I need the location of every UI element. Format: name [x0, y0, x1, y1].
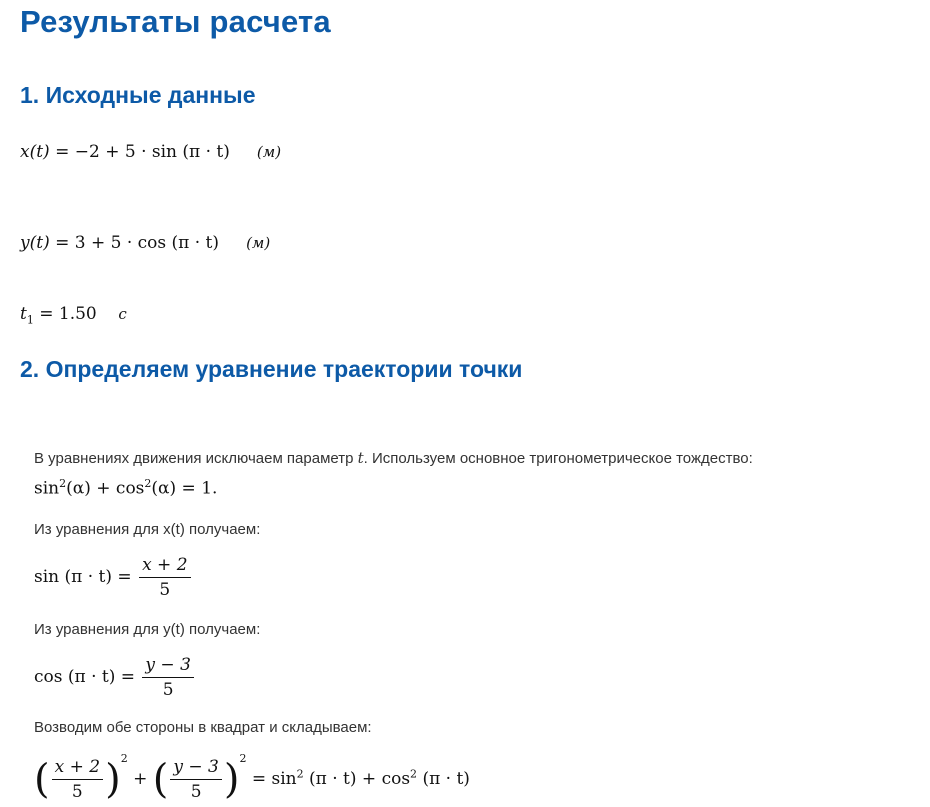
intro-param: t [357, 449, 364, 467]
x-equation [20, 142, 281, 162]
intro-text [34, 449, 753, 467]
trig-identity [34, 477, 217, 499]
sum-plus: + [133, 769, 148, 789]
t1-subscript: 1 [26, 313, 34, 327]
square-text: Возводим обе стороны в квадрат и складываем: [34, 719, 372, 736]
sin-equation-lhs: sin (π · t) = [34, 567, 132, 587]
x-equation-lhs: x(t) [20, 142, 50, 162]
sum-rhs-b: (π · t) + cos [309, 769, 411, 789]
y-equation-lhs: y(t) [20, 233, 50, 253]
sin-equation [34, 555, 193, 600]
cos-equation-fraction [142, 655, 193, 700]
sum-fraction-x [52, 757, 103, 802]
section-heading-trajectory: 2. Определяем уравнение траектории точки [20, 356, 523, 382]
sum-of-squares-equation: ( $\frac{x + 2}{5}$ )$^2$ + ( $\frac{y - 3}{5}$ )$^2 = \sin^2 (\pi \cdot t) + \cos^2 (\pi \cdot t)$ [34, 752, 470, 803]
sin-equation-denominator: 5 [159, 580, 171, 600]
t1-value [20, 304, 127, 326]
cos-equation [34, 655, 196, 700]
sum-rhs-a: = sin [251, 769, 297, 789]
identity-sin-arg: (α) + cos [66, 478, 145, 499]
t1-symbol: t [20, 304, 27, 324]
cos-equation-numerator: y − 3 [142, 655, 193, 678]
sum-fraction-y-denominator: 5 [190, 782, 202, 802]
sum-fraction-x-numerator: x + 2 [52, 757, 103, 780]
y-equation [20, 233, 270, 253]
section-heading-input-data: 1. Исходные данные [20, 82, 256, 108]
sin-equation-numerator: x + 2 [139, 555, 190, 578]
y-equation-unit: (м) [246, 234, 271, 252]
intro-text-after: . Используем основное тригонометрическое тождество: [363, 450, 753, 467]
cos-equation-denominator: 5 [162, 680, 174, 700]
from-x-text: Из уравнения для x(t) получаем: [34, 521, 261, 538]
intro-text-before: В уравнениях движения исключаем параметр [34, 450, 358, 467]
x-equation-rhs: = −2 + 5 · sin (π · t) [55, 142, 230, 162]
cos-equation-lhs: cos (π · t) = [34, 667, 136, 687]
sum-fraction-x-denominator: 5 [71, 782, 83, 802]
t1-unit: с [118, 305, 127, 323]
sum-fraction-x-exponent: 2 [120, 752, 128, 765]
sum-fraction-y-exponent: 2 [239, 752, 247, 765]
sum-fraction-y-numerator: y − 3 [170, 757, 221, 780]
t1-rhs: = 1.50 [39, 304, 97, 324]
identity-cos-exp: 2 [144, 477, 152, 490]
from-y-text: Из уравнения для y(t) получаем: [34, 621, 261, 638]
identity-sin: sin [34, 478, 60, 499]
sin-equation-fraction [139, 555, 190, 600]
sum-rhs-a-exp: 2 [296, 767, 304, 781]
sum-rhs-c: (π · t) [422, 769, 470, 789]
sum-rhs-b-exp: 2 [410, 767, 418, 781]
y-equation-rhs: = 3 + 5 · cos (π · t) [55, 233, 220, 253]
sum-fraction-y [170, 757, 221, 802]
page-title: Результаты расчета [20, 4, 331, 39]
x-equation-unit: (м) [256, 143, 282, 161]
identity-sin-exp: 2 [59, 477, 67, 490]
identity-cos-arg: (α) = 1. [151, 478, 218, 499]
